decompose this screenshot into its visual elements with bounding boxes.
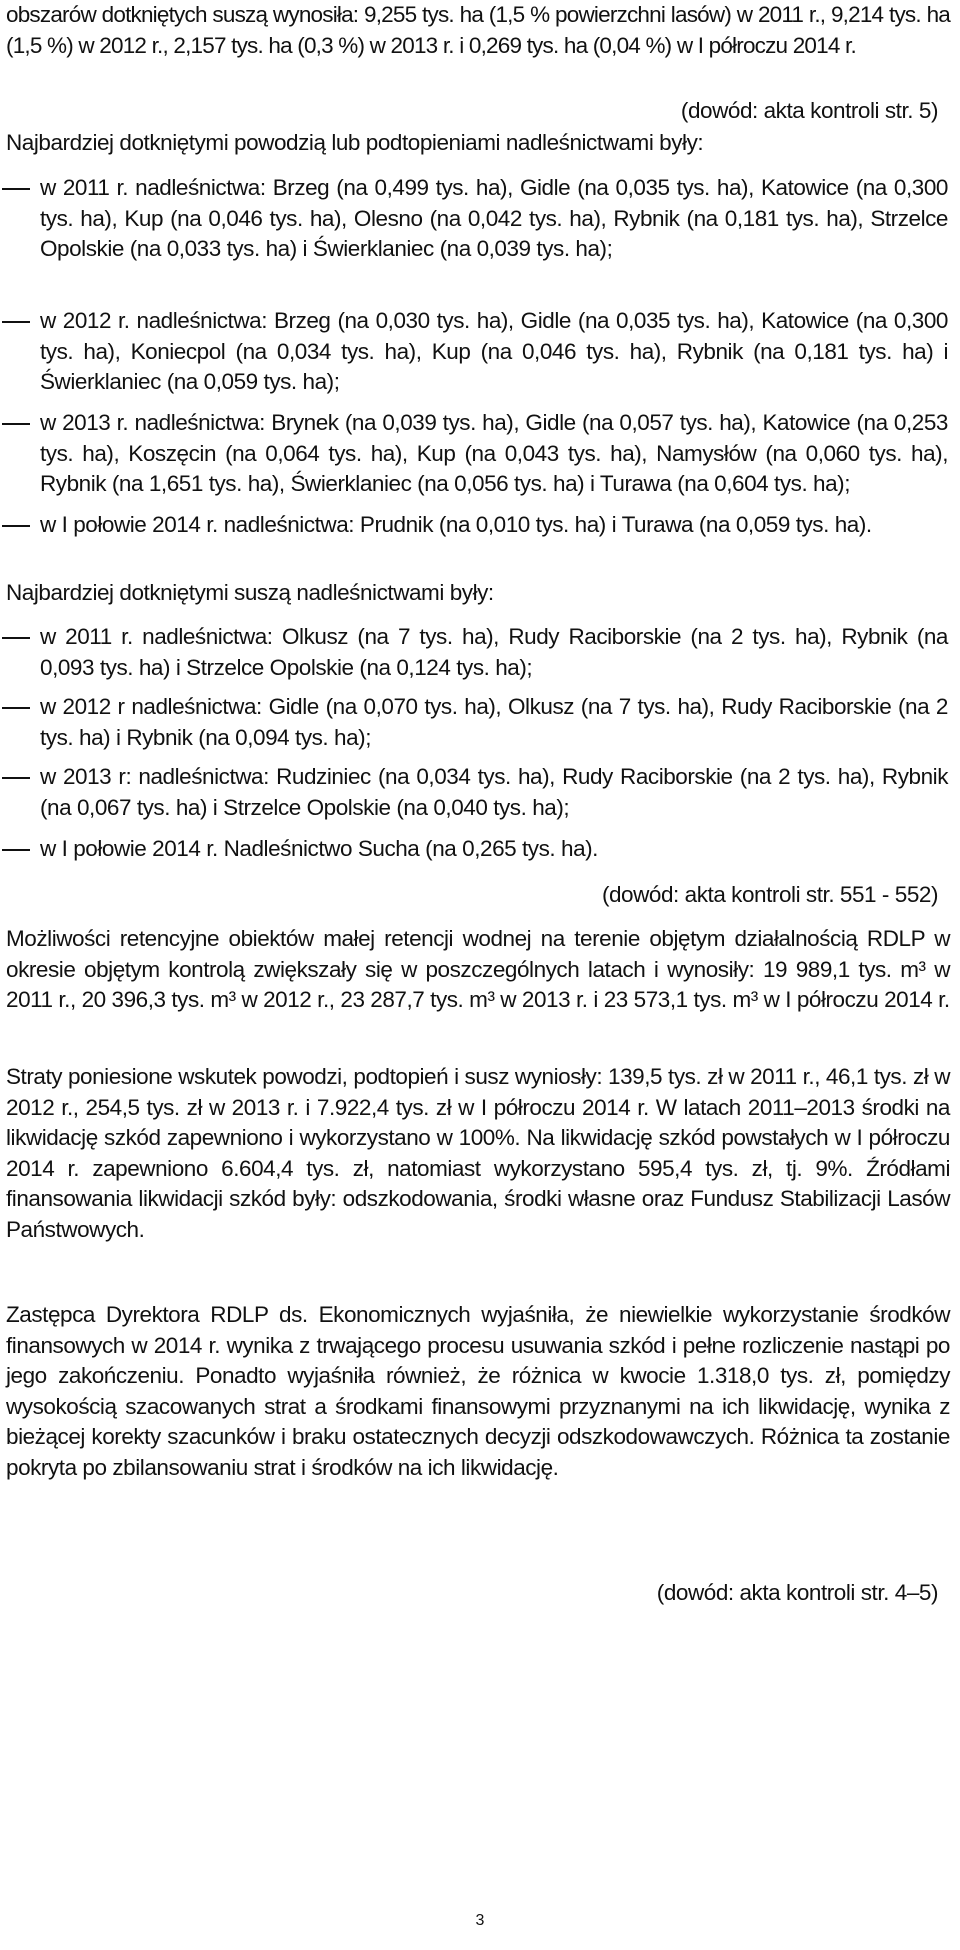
dash-bullet [2,525,30,527]
drought-item-text: w 2011 r. nadleśnictwa: Olkusz (na 7 tys. ha), Rudy Raciborskie (na 2 tys. ha), Rybnik (na 0,093 tys. ha) i Strzelce Opolskie (na 0,124 tys. ha); [40,624,948,680]
intro-paragraph: obszarów dotkniętych suszą wynosiła: 9,255 tys. ha (1,5 % powierzchni lasów) w 2011 r., 9,214 tys. ha (1,5 %) w 2012 r., 2,157 tys. ha (0,3 %) w 2013 r. i 0,269 tys. ha (0,04 %) w I półroczu 2014 r. [6,2,950,58]
flood-item-text: w 2013 r. nadleśnictwa: Brynek (na 0,039 tys. ha), Gidle (na 0,057 tys. ha), Katowice (na 0,253 tys. ha), Koszęcin (na 0,064 tys. ha), Kup (na 0,043 tys. ha), Namysłów (na 0,060 tys. ha), Rybnik (na 1,651 tys. ha), Świerklaniec (na 0,056 tys. ha) i Turawa (na 0,604 tys. ha); [40,410,948,497]
flood-item-text: w 2012 r. nadleśnictwa: Brzeg (na 0,030 tys. ha), Gidle (na 0,035 tys. ha), Katowice (na 0,300 tys. ha), Koniecpol (na 0,034 tys. ha), Kup (na 0,046 tys. ha), Rybnik (na 0,181 tys. ha) i Świerklaniec (na 0,059 tys. ha); [40,308,948,395]
evidence-reference-2: (dowód: akta kontroli str. 551 - 552) [601,882,938,907]
evidence-reference-1: (dowód: akta kontroli str. 5) [680,98,938,123]
page-number: 3 [475,1912,485,1929]
dash-bullet [2,777,30,779]
dash-bullet [2,707,30,709]
dash-bullet [2,637,30,639]
dash-bullet [2,188,30,190]
drought-item-text: w I połowie 2014 r. Nadleśnictwo Sucha (na 0,265 tys. ha). [40,836,598,861]
dash-bullet [2,849,30,851]
evidence-reference-3: (dowód: akta kontroli str. 4–5) [656,1580,938,1605]
drought-item-text: w 2013 r: nadleśnictwa: Rudziniec (na 0,034 tys. ha), Rudy Raciborskie (na 2 tys. ha), Rybnik (na 0,067 tys. ha) i Strzelce Opolskie (na 0,040 tys. ha); [40,764,948,820]
drought-heading: Najbardziej dotkniętymi suszą nadleśnictwami były: [6,580,494,605]
deputy-explanation-paragraph: Zastępca Dyrektora RDLP ds. Ekonomicznych wyjaśniła, że niewielkie wykorzystanie środków finansowych w 2014 r. wynika z trwającego procesu usuwania szkód i pełne rozliczenie nastąpi po jego zakończeniu. Ponadto wyjaśniła również, że różnica w kwocie 1.318,0 tys. zł, pomiędzy wysokością szacowanych strat a środkami finansowymi przyznanymi na ich likwidację, wynika z bieżącej korekty szacunków i braku ostatecznych decyzji odszkodowawczych. Różnica ta zostanie pokryta po zbilansowaniu strat i środków na ich likwidację. [6,1302,950,1480]
dash-bullet [2,423,30,425]
flood-heading: Najbardziej dotkniętymi powodzią lub podtopieniami nadleśnictwami były: [6,130,704,155]
dash-bullet [2,321,30,323]
losses-paragraph: Straty poniesione wskutek powodzi, podtopień i susz wyniosły: 139,5 tys. zł w 2011 r., 46,1 tys. zł w 2012 r., 254,5 tys. zł w 2013 r. i 7.922,4 tys. zł w I półroczu 2014 r. W latach 2011–2013 środki na likwidację szkód zapewniono i wykorzystano w 100%. Na likwidację szkód powstałych w I półroczu 2014 r. zapewniono 6.604,4 tys. zł, natomiast wykorzystano 595,4 tys. zł, tj. 9%. Źródłami finansowania likwidacji szkód były: odszkodowania, środki własne oraz Fundusz Stabilizacji Lasów Państwowych. [6,1064,950,1242]
retention-paragraph: Możliwości retencyjne obiektów małej retencji wodnej na terenie objętym działalnością RDLP w okresie objętym kontrolą zwiększały się w poszczególnych latach i wynosiły: 19 989,1 tys. m³ w 2011 r., 20 396,3 tys. m³ w 2012 r., 23 287,7 tys. m³ w 2013 r. i 23 573,1 tys. m³ w I półroczu 2014 r. [6,926,950,1013]
flood-item-text: w 2011 r. nadleśnictwa: Brzeg (na 0,499 tys. ha), Gidle (na 0,035 tys. ha), Katowice (na 0,300 tys. ha), Kup (na 0,046 tys. ha), Olesno (na 0,042 tys. ha), Rybnik (na 0,181 tys. ha), Strzelce Opolskie (na 0,033 tys. ha) i Świerklaniec (na 0,039 tys. ha); [40,175,948,262]
flood-item-text: w I połowie 2014 r. nadleśnictwa: Prudnik (na 0,010 tys. ha) i Turawa (na 0,059 tys. ha). [40,512,872,537]
drought-item-text: w 2012 r nadleśnictwa: Gidle (na 0,070 tys. ha), Olkusz (na 7 tys. ha), Rudy Raciborskie (na 2 tys. ha) i Rybnik (na 0,094 tys. ha); [40,694,948,750]
